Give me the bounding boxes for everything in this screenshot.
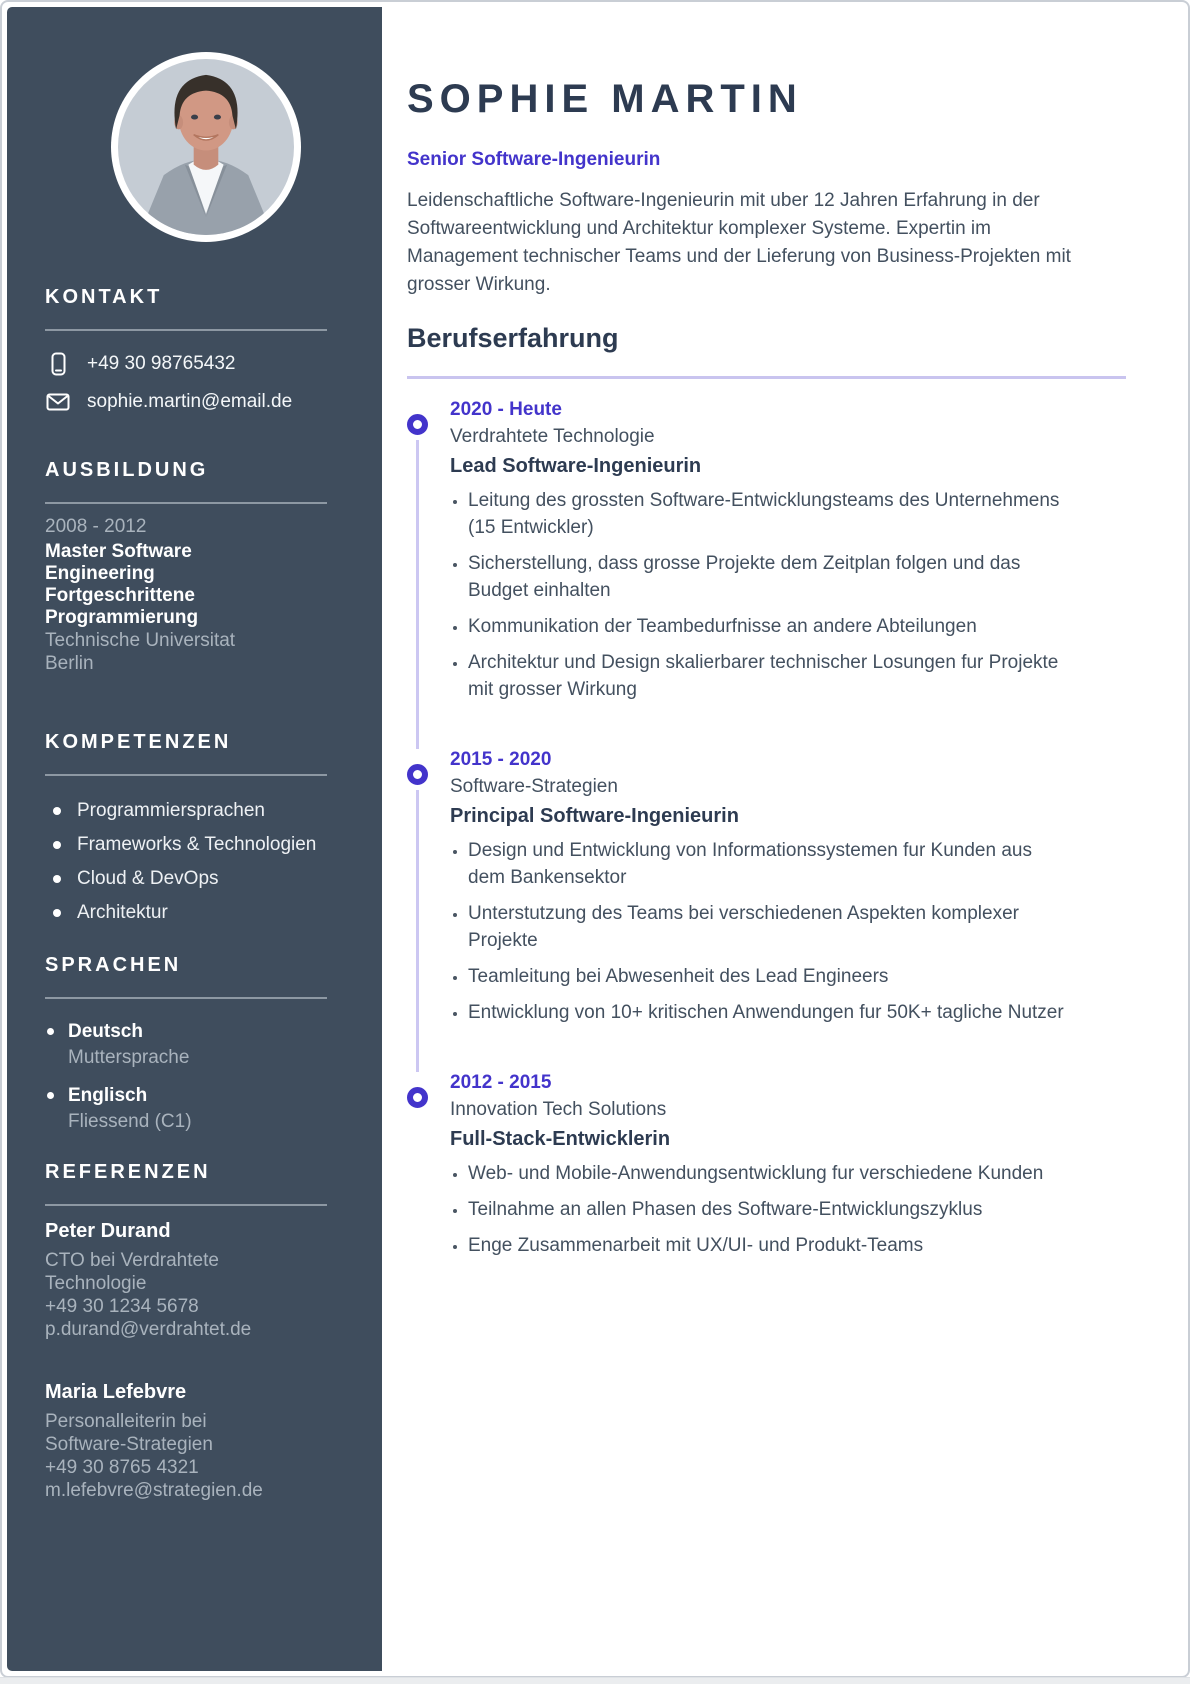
reference-name: Peter Durand bbox=[45, 1220, 171, 1242]
profile-photo-ring bbox=[111, 52, 301, 242]
job-period: 2012 - 2015 bbox=[450, 1072, 552, 1093]
language-item bbox=[45, 1085, 367, 1133]
skills-list bbox=[45, 800, 367, 924]
job-bullet: • Design und Entwicklung von Informationssystemen fur Kunden aus dem Bankensektor bbox=[468, 837, 1073, 891]
reference-role: Personalleiterin bei Software-Strategien bbox=[45, 1411, 213, 1455]
experience-section-underline bbox=[407, 376, 1126, 379]
languages-list bbox=[45, 1021, 367, 1133]
phone-icon bbox=[45, 351, 71, 377]
section-divider bbox=[45, 1204, 327, 1206]
timeline-marker-column bbox=[407, 1072, 450, 1279]
skill-item: Architektur bbox=[45, 902, 367, 924]
experience-entry bbox=[407, 399, 1126, 749]
job-period: 2015 - 2020 bbox=[450, 749, 552, 770]
timeline-dot-icon bbox=[407, 764, 428, 785]
skill-item: Frameworks & Technologien bbox=[45, 834, 367, 856]
job-bullet-list bbox=[450, 1160, 1126, 1259]
job-bullet: • Unterstutzung des Teams bei verschiedenen Aspekten komplexer Projekte bbox=[468, 900, 1073, 954]
reference-phone: +49 30 1234 5678 bbox=[45, 1296, 199, 1317]
job-bullet: • Architektur und Design skalierbarer technischer Losungen fur Projekte mit grosser Wirkung bbox=[468, 649, 1073, 703]
job-details bbox=[450, 399, 1126, 749]
job-bullet-list bbox=[450, 487, 1126, 703]
job-bullet: • Leitung des grossten Software-Entwicklungsteams des Unternehmens (15 Entwickler) bbox=[468, 487, 1073, 541]
reference-block bbox=[45, 1381, 367, 1502]
job-period: 2020 - Heute bbox=[450, 399, 562, 420]
experience-entry bbox=[407, 749, 1126, 1072]
reference-phone: +49 30 8765 4321 bbox=[45, 1457, 199, 1478]
section-title-sprachen: SPRACHEN bbox=[45, 954, 182, 976]
job-company: Innovation Tech Solutions bbox=[450, 1099, 667, 1120]
contact-list bbox=[45, 351, 367, 415]
contact-email-value: sophie.martin@email.de bbox=[87, 391, 293, 412]
language-item bbox=[45, 1021, 367, 1069]
section-title-ausbildung: AUSBILDUNG bbox=[45, 459, 209, 481]
experience-timeline bbox=[407, 399, 1126, 1279]
reference-name: Maria Lefebvre bbox=[45, 1381, 187, 1403]
job-bullet: • Kommunikation der Teambedurfnisse an andere Abteilungen bbox=[468, 613, 1073, 640]
timeline-dot-icon bbox=[407, 1087, 428, 1108]
skill-item: Programmiersprachen bbox=[45, 800, 367, 822]
bottom-scrollbar-track[interactable] bbox=[0, 1677, 1190, 1684]
section-title-kontakt: KONTAKT bbox=[45, 286, 163, 308]
job-bullet: • Teilnahme an allen Phasen des Software-Entwicklungszyklus bbox=[468, 1196, 1073, 1223]
job-bullet: • Web- und Mobile-Anwendungsentwicklung fur verschiedene Kunden bbox=[468, 1160, 1073, 1187]
section-divider bbox=[45, 502, 327, 504]
profile-photo bbox=[118, 59, 294, 235]
section-divider bbox=[45, 329, 327, 331]
timeline-marker-column bbox=[407, 749, 450, 1072]
profile-photo-illustration bbox=[118, 59, 294, 235]
job-bullet: • Enge Zusammenarbeit mit UX/UI- und Produkt-Teams bbox=[468, 1232, 1073, 1259]
person-job-title: Senior Software-Ingenieurin bbox=[407, 148, 661, 170]
job-role: Lead Software-Ingenieurin bbox=[450, 455, 702, 477]
contact-email-row bbox=[45, 389, 367, 415]
profile-summary: Leidenschaftliche Software-Ingenieurin mit uber 12 Jahren Erfahrung in der Softwareentwicklung und Architektur komplexer Systeme. Expertin im Management technischer Teams und der Lieferung von Business-Projekten mit grosser Wirkung. bbox=[407, 189, 1071, 295]
reference-email: p.durand@verdrahtet.de bbox=[45, 1319, 252, 1340]
email-icon bbox=[45, 389, 71, 415]
job-bullet: • Teamleitung bei Abwesenheit des Lead Engineers bbox=[468, 963, 1073, 990]
section-divider bbox=[45, 774, 327, 776]
contact-phone-value: +49 30 98765432 bbox=[87, 353, 236, 374]
language-name: Englisch bbox=[68, 1085, 148, 1106]
section-title-kompetenzen: KOMPETENZEN bbox=[45, 731, 232, 753]
spacer bbox=[45, 1341, 367, 1367]
experience-section-title: Berufserfahrung bbox=[407, 322, 619, 353]
reference-role: CTO bei Verdrahtete Technologie bbox=[45, 1250, 219, 1294]
education-degree: Master Software Engineering Fortgeschrittene Programmierung bbox=[45, 541, 199, 628]
job-bullet: • Entwicklung von 10+ kritischen Anwendungen fur 50K+ tagliche Nutzer bbox=[468, 999, 1073, 1026]
job-details bbox=[450, 1072, 1126, 1279]
skill-item: Cloud & DevOps bbox=[45, 868, 367, 890]
timeline-marker-column bbox=[407, 399, 450, 749]
job-bullet-list bbox=[450, 837, 1126, 1026]
timeline-connector-line bbox=[416, 440, 419, 749]
contact-phone-row bbox=[45, 351, 367, 377]
job-bullet: • Sicherstellung, dass grosse Projekte dem Zeitplan folgen und das Budget einhalten bbox=[468, 550, 1073, 604]
language-level: Fliessend (C1) bbox=[68, 1111, 192, 1132]
education-school: Technische Universitat Berlin bbox=[45, 630, 236, 674]
education-period: 2008 - 2012 bbox=[45, 516, 147, 537]
timeline-dot-icon bbox=[407, 414, 428, 435]
language-level: Muttersprache bbox=[68, 1047, 190, 1068]
job-role: Principal Software-Ingenieurin bbox=[450, 805, 739, 827]
job-company: Software-Strategien bbox=[450, 776, 618, 797]
job-details bbox=[450, 749, 1126, 1072]
job-role: Full-Stack-Entwicklerin bbox=[450, 1128, 671, 1150]
person-name: SOPHIE MARTIN bbox=[407, 76, 803, 121]
section-divider bbox=[45, 997, 327, 999]
job-company: Verdrahtete Technologie bbox=[450, 426, 655, 447]
main-content bbox=[382, 7, 1183, 1671]
section-title-referenzen: REFERENZEN bbox=[45, 1161, 211, 1183]
timeline-connector-line bbox=[416, 790, 419, 1072]
reference-email: m.lefebvre@strategien.de bbox=[45, 1480, 263, 1501]
language-name: Deutsch bbox=[68, 1021, 143, 1042]
reference-block bbox=[45, 1220, 367, 1341]
sidebar bbox=[7, 7, 382, 1671]
experience-entry bbox=[407, 1072, 1126, 1279]
